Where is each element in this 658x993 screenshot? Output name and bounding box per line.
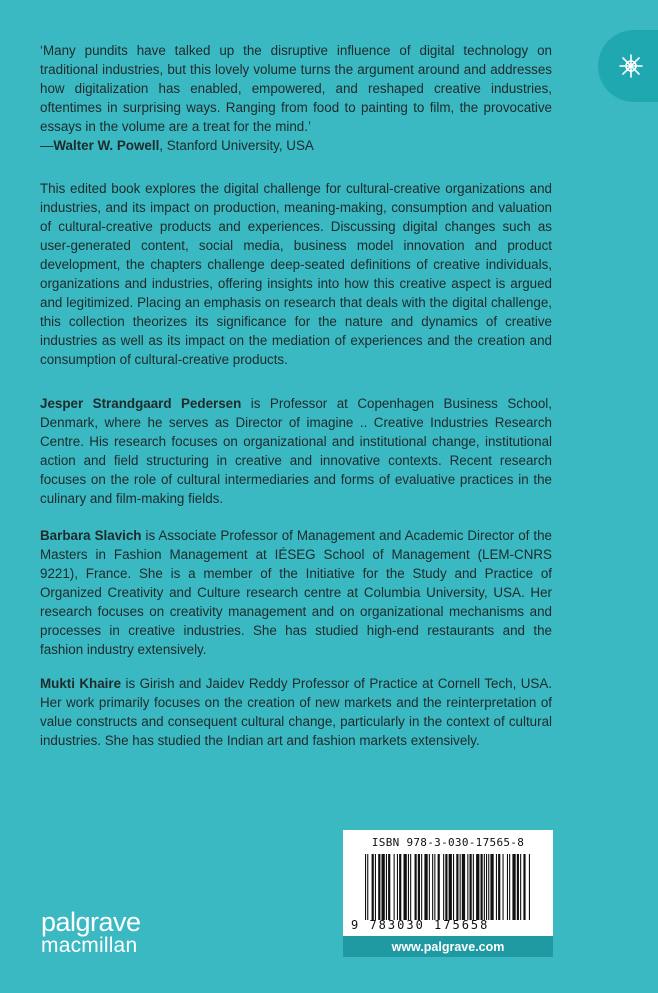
barcode-digits: 9 783030 175658 (351, 918, 490, 932)
barcode-bar (418, 854, 420, 920)
barcode-bar (397, 854, 398, 920)
barcode-bar (443, 854, 444, 920)
barcode-bar (408, 854, 409, 920)
barcode-bar (382, 854, 385, 920)
barcode-bar (453, 854, 454, 920)
barcode-bar (372, 854, 374, 920)
barcode-bar (484, 854, 485, 920)
barcode-bar (529, 854, 530, 920)
barcode-bar (421, 854, 422, 920)
barcode-bar (520, 854, 521, 920)
barcode-bar (512, 854, 515, 920)
barcode-bar (476, 854, 479, 920)
quote-attribution (40, 136, 552, 155)
isbn-label: ISBN 978-3-030-17565-8 (371, 836, 525, 849)
barcode-bar (496, 854, 497, 920)
barcode-bar (473, 854, 474, 920)
barcode-bar (509, 854, 510, 920)
summary-text: This edited book explores the digital challenge for cultural-creative organizations and industries, and its impact on production, meaning-making, consumption and valuation of cultural-creative products and experiences. Discussing digital changes such as user-generated content, social media, business model innovation and product development, the chapters challenge deep-seated definitions of creative individuals, organizations and industries, offering insights into how this creative aspect is argued and legitimized. Placing an emphasis on research that deals with the digital challenge, this collection theorizes its significance for the nature and dynamics of creative industries as well as its impact on the mediation of experiences and the creation and consumption of cultural-creative products. (40, 181, 552, 367)
barcode-bar (488, 854, 489, 920)
logo-line-macmillan: macmillan (41, 934, 138, 957)
barcode-bar (394, 854, 395, 920)
editor-bio-3 (40, 674, 552, 750)
barcode-bar (490, 854, 493, 920)
barcode-bar (404, 854, 407, 920)
endorsement-quote (40, 41, 552, 155)
barcode-bar (399, 854, 401, 920)
barcode-box (343, 830, 553, 957)
barcode-bar (460, 854, 461, 920)
barcode-bar (424, 854, 427, 920)
book-summary (40, 179, 552, 369)
editor-name: Barbara Slavich (40, 528, 142, 543)
quote-author: Walter W. Powell (53, 138, 160, 153)
corner-badge (598, 30, 658, 102)
editor-bio-1 (40, 394, 552, 508)
barcode-bar (486, 854, 487, 920)
asterisk-icon (618, 53, 644, 79)
barcode-bar (386, 854, 387, 920)
barcode-bar (456, 854, 458, 920)
barcode-bar (481, 854, 483, 920)
editor-bio-text: is Professor at Copenhagen Business School, Denmark, where he serves as Director of imagine .. Creative Industries Research Centre. His research focuses on organizational and institutional change, institutional action and field structuring in creative and innovative contexts. Recent research focuses on the role of cultural intermediaries and forms of evaluative practices in the culinary and film-making fields. (40, 396, 552, 506)
barcode-bar (388, 854, 390, 920)
barcode-bar (523, 854, 525, 920)
barcode-bar (415, 854, 417, 920)
publisher-logo (41, 907, 141, 958)
publisher-url[interactable]: www.palgrave.com (343, 936, 553, 957)
barcode-bar (434, 854, 435, 920)
barcode-bar (467, 854, 468, 920)
logo-line-palgrave: palgrave (41, 907, 141, 937)
barcode-bar (367, 854, 368, 920)
barcode-bar (429, 854, 430, 920)
barcode-bar (378, 854, 380, 920)
barcode-bar (449, 854, 452, 920)
barcode-bar (470, 854, 472, 920)
barcode-bar (503, 854, 504, 920)
editor-bio-text: is Girish and Jaidev Reddy Professor of Practice at Cornell Tech, USA. Her work primarily focuses on the creation of new markets and the reinterpretation of value constructs and consequent cultural change, particularly in the context of cultural industries. She has studied the Indian art and fashion markets extensively. (40, 676, 552, 748)
editor-bio-text: is Associate Professor of Management and Academic Director of the Masters in Fashion Management at IÉSEG School of Management (LEM-CNRS 9221), France. She is a member of the Initiative for the Study and Practice of Organized Creativity and Culture research centre at Columbia University, USA. Her research focuses on creativity management and on organizational mechanisms and processes in creative industries. She has studied high-end restaurants and the fashion industry extensively. (40, 528, 552, 657)
editor-name: Mukti Khaire (40, 676, 122, 691)
barcode-bar (507, 854, 508, 920)
barcode-bar (445, 854, 447, 920)
quote-dash: — (40, 138, 54, 153)
quote-text: ‘Many pundits have talked up the disruptive influence of digital technology on traditional industries, but this lovely volume turns the argument around and addresses how digitalization has enabled, empowered, and reshaped creative industries, oftentimes in surprising ways. Ranging from food to painting to film, the provocative essays in the volume are a treat for the mind.’ (40, 43, 552, 134)
barcode-bar (432, 854, 433, 920)
quote-affiliation: , Stanford University, USA (159, 138, 314, 153)
barcode-bar (410, 854, 411, 920)
barcode-bar (438, 854, 440, 920)
barcode-bar (365, 854, 366, 920)
barcode-bar (498, 854, 500, 920)
barcode-bars (365, 854, 531, 920)
editor-bio-2 (40, 526, 552, 659)
barcode-bar (517, 854, 519, 920)
editor-name: Jesper Strandgaard Pedersen (40, 396, 242, 411)
barcode-bar (462, 854, 465, 920)
barcode-bar (375, 854, 376, 920)
